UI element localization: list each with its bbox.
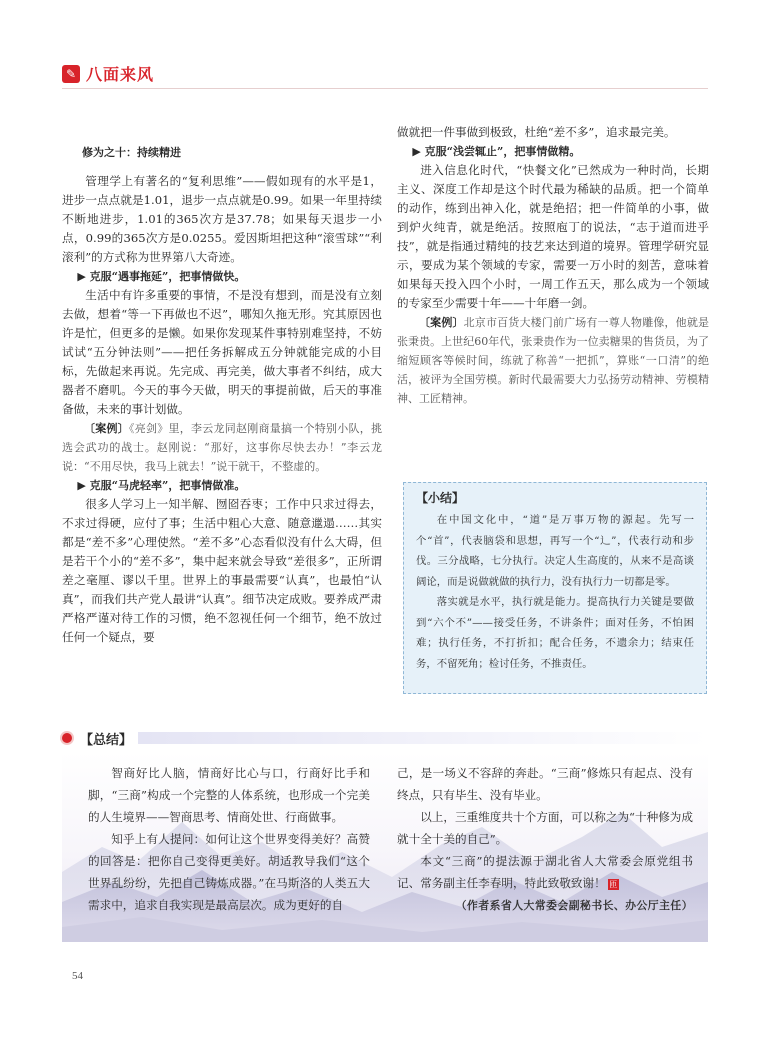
subheading: ▶ 克服“浅尝辄止”，把事情做精。 [412, 145, 581, 158]
case-text: 北京市百货大楼门前广场有一尊人物雕像，他就是张秉贵。上世纪60年代，张秉贵作为一位卖糖果的售货员，为了缩短顾客等候时间，练就了称善“一把抓”，算账“一口清”的绝活，被评为全国劳模。新时代最需要大力弘扬劳动精神、劳模精神、工匠精神。 [397, 316, 709, 405]
author-signoff: （作者系省人大常委会副秘书长、办公厅主任） [455, 899, 693, 912]
conclusion-right-column [397, 762, 693, 917]
right-column [397, 123, 709, 408]
paragraph [397, 850, 693, 894]
paragraph: 知乎上有人提问：如何让这个世界变得美好？高赞的回答是：把你自己变得更美好。胡适教导我们“这个世界乱纷纷，先把自己铸炼成器。”在马斯洛的人类五大需求中，追求自我实现是最高层次。成为更好的自 [88, 832, 370, 912]
header [62, 62, 154, 85]
magazine-logo-icon: ✎ [62, 65, 80, 83]
paragraph: 进入信息化时代，“快餐文化”已然成为一种时尚，长期主义、深度工作却是这个时代最为稀缺的品质。把一个简单的动作，练到出神入化，就是绝招；把一件简单的小事，做到炉火纯青，就是绝活。按照庖丁的说法，“志于道而进乎技”，就是指通过精纯的技艺来达到道的境界。管理学研究显示，要成为某个领域的专家，需要一万小时的刻苦，意味着如果每天投入四个小时，一周工作五天，那么成为一个领域的专家至少需要十年——十年磨一剑。 [397, 163, 709, 310]
section-heading: 修为之十：持续精进 [82, 146, 181, 159]
case-paragraph [62, 419, 382, 476]
paragraph: 智商好比人脑，情商好比心与口，行商好比手和脚，“三商”构成一个完整的人体系统，也形成一个完美的人生境界——智商思考、情商处世、行商做事。 [88, 766, 370, 824]
subheading: ▶ 克服“遇事拖延”，把事情做快。 [77, 270, 246, 283]
paragraph: 管理学上有著名的“复利思维”——假如现有的水平是1，进步一点点就是1.01，退步一点点就是0.99。如果一年里持续不断地进步，1.01的365次方是37.78；如果每天退步一小点，0.99的365次方是0.0255。爱因斯坦把这种“滚雪球”“利滚利”的方式称为世界第八大奇迹。 [62, 174, 382, 264]
end-mark-icon: 匝 [609, 879, 618, 889]
paragraph: 做就把一件事做到极致，杜绝“差不多”，追求最完美。 [397, 125, 676, 139]
summary-paragraph: 在中国文化中，“道”是万事万物的源起。先写一个“首”，代表脑袋和思想，再写一个“辶”，代表行动和步伐。三分战略，七分执行。决定人生高度的，从来不是高谈阔论，而是说做就做的执行力，没有执行力一切都是零。 [416, 514, 694, 588]
summary-box [403, 482, 707, 694]
summary-title: 【小结】 [416, 491, 465, 505]
subheading: ▶ 克服“马虎轻率”，把事情做准。 [77, 479, 246, 492]
left-column [62, 133, 382, 647]
summary-paragraph: 落实就是水平，执行就是能力。提高执行力关键是要做到“六个不”——接受任务，不讲条件；面对任务，不怕困难；执行任务，不打折扣；配合任务，不遗余力；结束任务，不留死角；检讨任务，不推责任。 [416, 596, 694, 670]
conclusion-title: 【总结】 [80, 729, 138, 748]
case-tag: 〔案例〕 [419, 316, 464, 329]
bullet-dot-icon [62, 733, 72, 743]
page-number: 54 [72, 970, 83, 982]
header-divider [62, 88, 708, 89]
case-text: 《亮剑》里，李云龙同赵刚商量搞一个特别小队，挑选会武功的战士。赵刚说：“那好，这事你尽快去办！”李云龙说：“不用尽快，我马上就去！”说干就干，不整虚的。 [62, 422, 382, 473]
paragraph: 以上，三重维度共十个方面，可以称之为“十种修为成就十全十美的自己”。 [397, 810, 693, 846]
conclusion-left-column [88, 762, 370, 916]
paragraph: 很多人学习上一知半解、囫囵吞枣；工作中只求过得去，不求过得硬，应付了事；生活中粗心大意、随意邋遢……其实都是“差不多”心理使然。“差不多”心态看似没有什么大碍，但是若干个小的“差不多”，集中起来就会导致“差很多”，正所谓差之毫厘、谬以千里。世界上的事最需要“认真”，也最怕“认真”，而我们共产党人最讲“认真”。细节决定成败。要养成严肃严格严谨对待工作的习惯，绝不忽视任何一个细节，绝不放过任何一个疑点，要 [62, 497, 382, 644]
conclusion-header [62, 727, 708, 749]
header-bar [138, 732, 708, 744]
case-tag: 〔案例〕 [84, 422, 129, 435]
section-brand: 八面来风 [86, 65, 155, 84]
case-paragraph [397, 313, 709, 408]
paragraph: 己，是一场义不容辞的奔赴。“三商”修炼只有起点、没有终点，只有毕生、没有毕业。 [397, 766, 693, 802]
paragraph: 生活中有许多重要的事情，不是没有想到，而是没有立刻去做，想着“等一下再做也不迟”，哪知久拖无形。究其原因也许是忙，但更多的是懒。如果你发现某件事特别难坚持，不妨试试“五分钟法则”——把任务拆解成五分钟就能完成的小目标，先做起来再说。先完成、再完美，做大事者不纠结，成大器者不磨叽。今天的事今天做，明天的事提前做，后天的事准备做，未来的事计划做。 [62, 288, 382, 416]
acknowledgement-text: 本文“三商”的提法源于湖北省人大常委会原党组书记、常务副主任李春明，特此致敬致谢！ [397, 854, 693, 890]
